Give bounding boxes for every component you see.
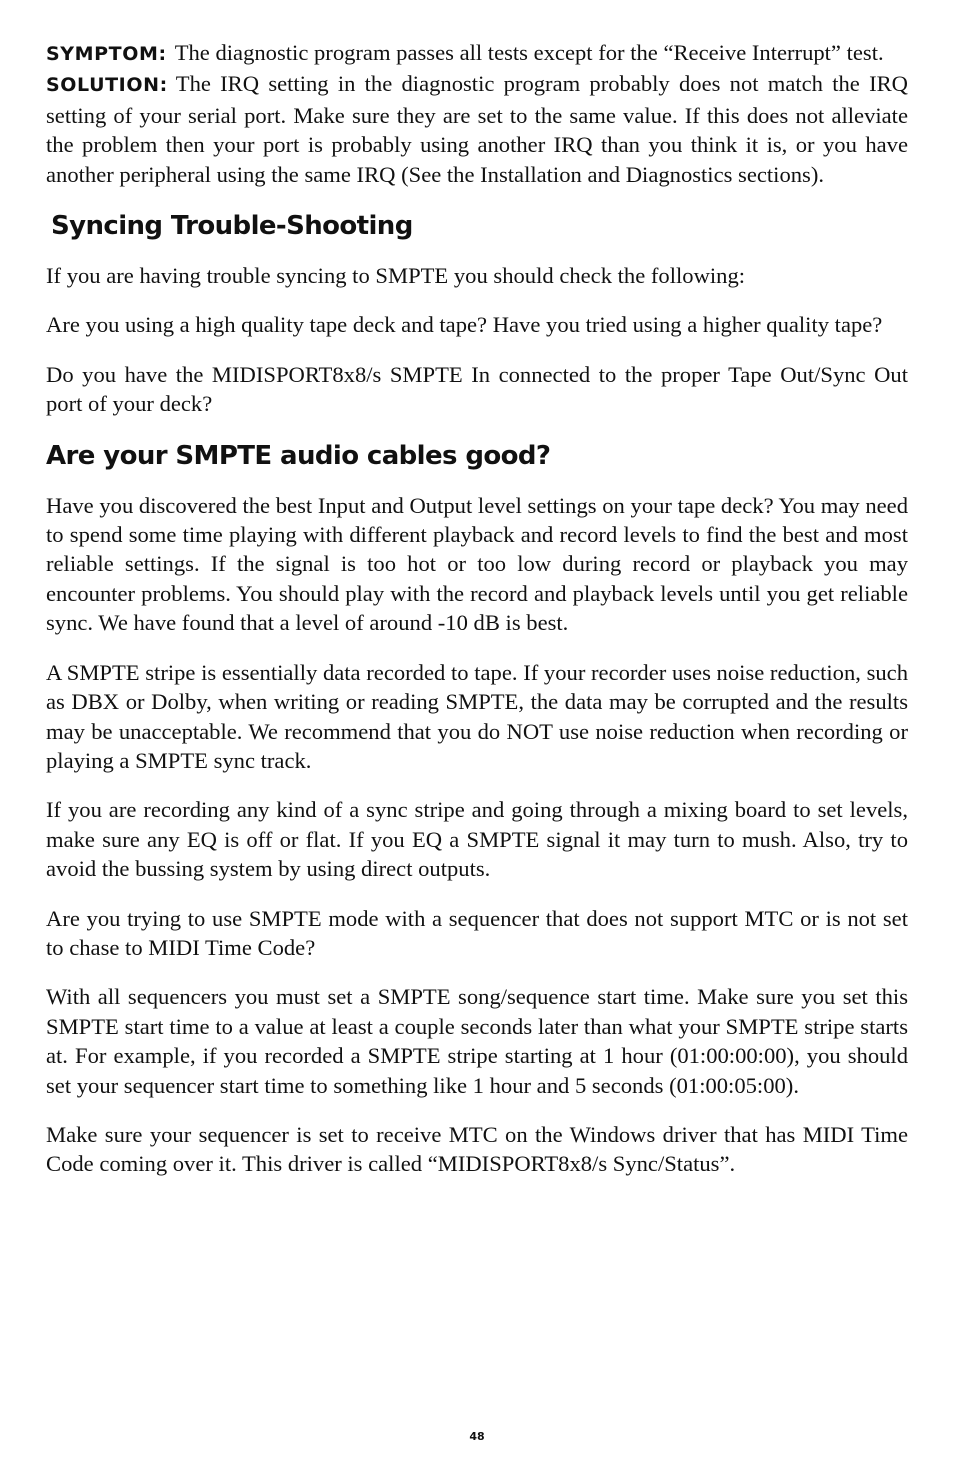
symptom-paragraph bbox=[46, 38, 908, 69]
paragraph: Make sure your sequencer is set to receive MTC on the Windows driver that has MIDI Time Code coming over it. This driver is called “MIDISPORT8x8/s Sync/Status”. bbox=[46, 1121, 908, 1177]
solution-text: The IRQ setting in the diagnostic program probably does not match the IRQ setting of your serial port. Make sure they are set to the same value. If this does not alleviate the problem then your port is probably using another IRQ than you think it is, or you have another peripheral using the same IRQ (See the Installation and Diagnostics sections). bbox=[46, 71, 908, 187]
page-number: 48 bbox=[469, 1430, 485, 1443]
paragraph: If you are recording any kind of a sync stripe and going through a mixing board to set levels, make sure any EQ is off or flat. If you EQ a SMPTE signal it may turn to mush. Also, try to avoid the bussing system by using direct outputs. bbox=[46, 797, 908, 882]
section-heading-syncing: Syncing Trouble-Shooting bbox=[51, 211, 413, 242]
solution-label: SOLUTION: bbox=[46, 74, 168, 97]
solution-paragraph bbox=[46, 69, 908, 189]
paragraph: A SMPTE stripe is essentially data recorded to tape. If your recorder uses noise reduction, such as DBX or Dolby, when writing or reading SMPTE, the data may be corrupted and the results may be unacceptable. We recommend that you do NOT use noise reduction when recording or playing a SMPTE sync track. bbox=[46, 659, 908, 773]
paragraph: With all sequencers you must set a SMPTE song/sequence start time. Make sure you set this SMPTE start time to a value at least a couple seconds later than what your SMPTE stripe starts at. For example, if you recorded a SMPTE stripe starting at 1 hour (01:00:00:00), you should set your sequencer start time to something like 1 hour and 5 seconds (01:00:05:00). bbox=[46, 984, 908, 1098]
paragraph: Are you trying to use SMPTE mode with a sequencer that does not support MTC or is not set to chase to MIDI Time Code? bbox=[46, 905, 908, 960]
document-page bbox=[46, 38, 908, 1199]
paragraph: Have you discovered the best Input and Output level settings on your tape deck? You may need to spend some time playing with different playback and record levels to find the best and most reliable settings. If the signal is too hot or too low during record or playback you may encounter problems. You should play with the record and playback levels until you get reliable sync. We have found that a level of around -10 dB is best. bbox=[46, 492, 908, 636]
paragraph: Are you using a high quality tape deck and tape? Have you tried using a higher quality tape? bbox=[46, 312, 883, 338]
symptom-label: SYMPTOM: bbox=[46, 43, 167, 65]
symptom-text: The diagnostic program passes all tests except for the “Receive Interrupt” test. bbox=[174, 40, 884, 65]
section-heading-cables: Are your SMPTE audio cables good? bbox=[46, 440, 551, 471]
paragraph: Do you have the MIDISPORT8x8/s SMPTE In connected to the proper Tape Out/Sync Out port of your deck? bbox=[46, 361, 908, 417]
paragraph: If you are having trouble syncing to SMPTE you should check the following: bbox=[46, 263, 746, 289]
